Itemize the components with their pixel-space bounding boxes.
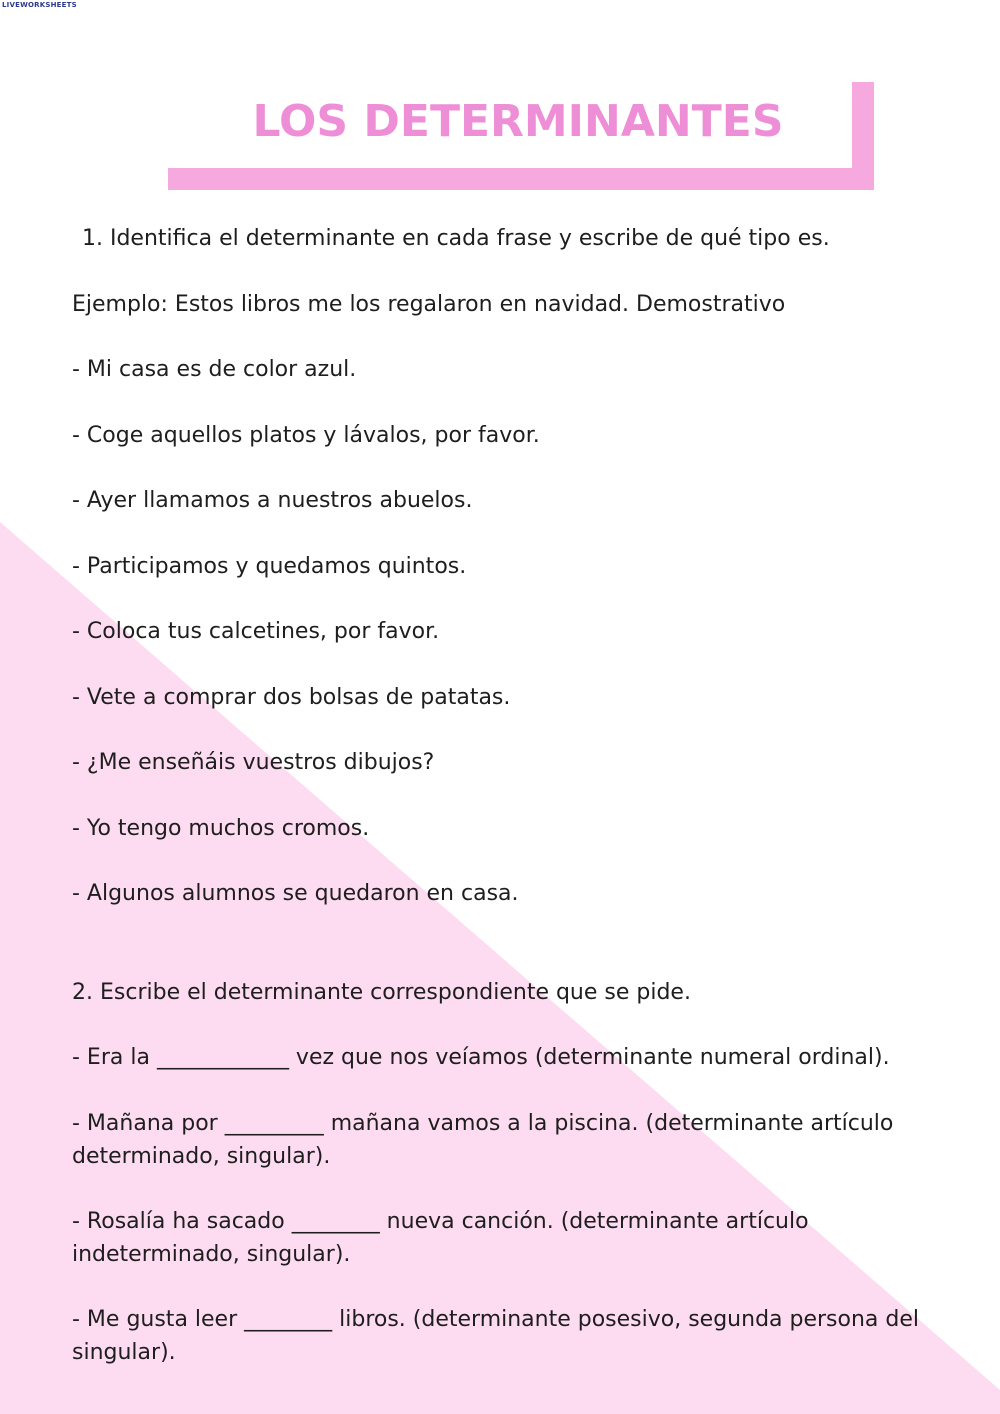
exercise2-item: - Me gusta leer ________ libros. (determinante posesivo, segunda persona del singular). (72, 1307, 919, 1365)
exercise1-item: - ¿Me enseñáis vuestros dibujos? (72, 750, 435, 775)
section1-example: Ejemplo: Estos libros me los regalaron en navidad. Demostrativo (72, 292, 786, 317)
exercise1-item: - Vete a comprar dos bolsas de patatas. (72, 685, 511, 710)
exercise1-item: - Algunos alumnos se quedaron en casa. (72, 881, 519, 906)
exercise1-item: - Yo tengo muchos cromos. (72, 816, 370, 841)
page-title: LOS DETERMINANTES (252, 96, 784, 147)
exercise2-item: - Era la ____________ vez que nos veíamos (determinante numeral ordinal). (72, 1045, 890, 1070)
exercise1-item: - Mi casa es de color azul. (72, 357, 357, 382)
section1-instruction: 1. Identifica el determinante en cada frase y escribe de qué tipo es. (82, 226, 830, 251)
watermark-logo: LIVEWORKSHEETS (2, 1, 77, 9)
exercise2-item: - Rosalía ha sacado ________ nueva canción. (determinante artículo indeterminado, singular). (72, 1209, 809, 1267)
section2-instruction: 2. Escribe el determinante correspondiente que se pide. (72, 980, 691, 1005)
exercise1-item: - Ayer llamamos a nuestros abuelos. (72, 488, 473, 513)
title-underline-bar (168, 168, 874, 190)
exercise1-item: - Coloca tus calcetines, por favor. (72, 619, 440, 644)
exercise1-item: - Participamos y quedamos quintos. (72, 554, 467, 579)
exercise2-item: - Mañana por _________ mañana vamos a la piscina. (determinante artículo determinado, singular). (72, 1111, 894, 1169)
exercise1-item: - Coge aquellos platos y lávalos, por favor. (72, 423, 540, 448)
